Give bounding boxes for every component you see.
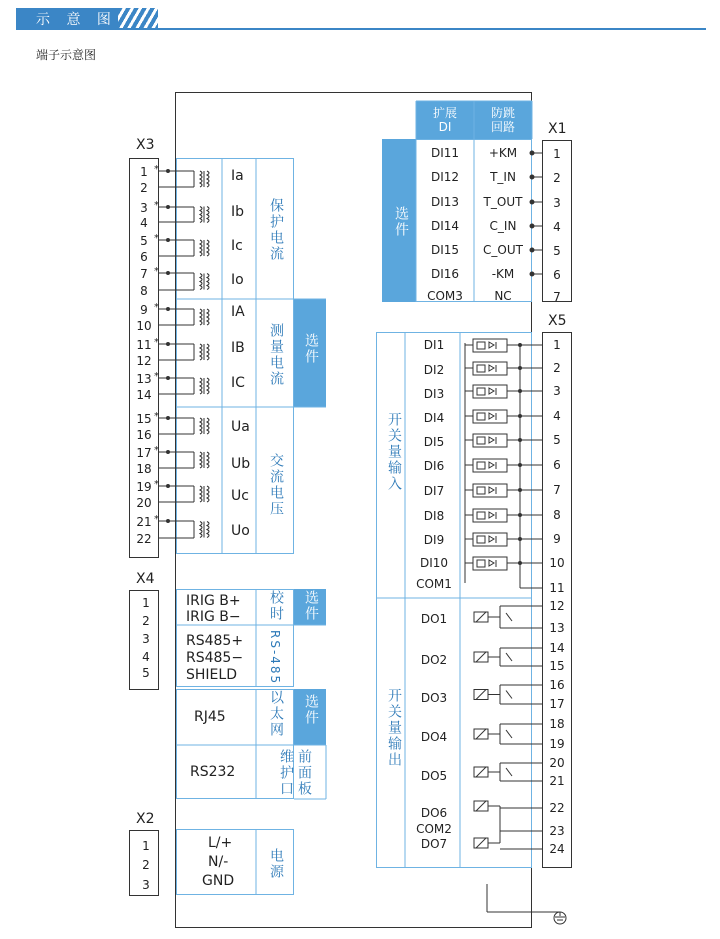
x2-pin-3: 3 [142,878,150,892]
x2-label: X2 [136,811,155,827]
x5-output-DO5: DO5 [420,769,448,783]
x1-pin-3: 3 [553,196,561,210]
x3-polarity-mark-19: * [154,479,159,490]
x3-polarity-mark-15: * [154,411,159,422]
power-gnd: GND [202,873,235,889]
x1-trip-NC: NC [494,289,512,303]
ethernet-label: 以太网 [268,690,284,738]
power-l: L/+ [208,835,233,851]
output-group-label: 开关量输出 [386,688,402,768]
x5-pin-6: 6 [553,458,561,472]
x3-signal-Ia: Ia [231,168,244,184]
x3-pin-17: 17 [136,446,152,460]
x3-polarity-mark-11: * [154,337,159,348]
irig-plus: IRIG B+ [186,593,241,609]
x1-pin-2: 2 [553,171,561,185]
x3-pin-16: 16 [136,428,152,442]
x2-pin-2: 2 [142,858,150,872]
power-group-label: 电源 [268,848,284,880]
x5-pin-1: 1 [553,338,561,352]
rs485-group-label: RS-485 [268,630,282,686]
x3-signal-Ua: Ua [231,419,250,435]
x5-pin-8: 8 [553,508,561,522]
x4-pin-2: 2 [142,614,150,628]
page-subtitle: 端子示意图 [36,48,97,62]
x5-output-COM2: COM2 [416,822,452,836]
x5-pin-14: 14 [549,641,565,655]
x1-di-DI14: DI14 [430,219,460,233]
x3-signal-Uo: Uo [231,523,250,539]
x5-label: X5 [548,313,567,329]
x1-pin-5: 5 [553,244,561,258]
x3-pin-1: 1 [140,165,148,179]
x3-signal-Ic: Ic [231,238,243,254]
x5-input-DI10: DI10 [419,556,449,570]
input-group-label: 开关量输入 [386,412,402,492]
x1-di-DI15: DI15 [430,243,460,257]
timing-label: 校时 [268,590,284,622]
x3-pin-20: 20 [136,496,152,510]
x5-input-DI1: DI1 [423,338,445,352]
x5-input-DI5: DI5 [423,435,445,449]
x1-trip-+KM: +KM [488,146,518,160]
x3-signal-IC: IC [231,375,245,391]
x3-pin-11: 11 [136,338,152,352]
x5-pin-13: 13 [549,621,565,635]
ethernet-option-label: 选件 [303,694,319,726]
x1-di-DI12: DI12 [430,170,460,184]
x3-pin-21: 21 [136,515,152,529]
x3-pin-13: 13 [136,372,152,386]
x3-signal-Ub: Ub [231,456,251,472]
x5-pin-16: 16 [549,678,565,692]
x3-pin-2: 2 [140,181,148,195]
x5-pin-9: 9 [553,532,561,546]
x1-trip--KM: -KM [491,267,515,281]
x3-group-protection: 保护电流 [268,198,284,262]
x5-pin-5: 5 [553,433,561,447]
power-n: N/- [208,854,229,870]
x3-pin-15: 15 [136,412,152,426]
rs232-label: RS232 [190,764,236,780]
x3-pin-7: 7 [140,267,148,281]
x1-di-DI16: DI16 [430,267,460,281]
x5-input-DI7: DI7 [423,484,445,498]
x3-polarity-mark-1: * [154,164,159,175]
x3-option-label: 选件 [303,333,319,365]
x1-di-DI13: DI13 [430,195,460,209]
x3-polarity-mark-5: * [154,233,159,244]
x1-trip-C_OUT: C_OUT [483,243,523,257]
x3-signal-Ib: Ib [231,204,245,220]
x3-polarity-mark-9: * [154,302,159,313]
x3-polarity-mark-13: * [154,371,159,382]
page-title: 示 意 图 [36,12,117,28]
x3-polarity-mark-21: * [154,514,159,525]
x5-output-DO1: DO1 [420,612,448,626]
x3-polarity-mark-7: * [154,266,159,277]
x3-polarity-mark-17: * [154,445,159,456]
x5-pin-17: 17 [549,697,565,711]
x3-pin-22: 22 [136,532,152,546]
x5-output-DO6: DO6 [420,806,448,820]
x5-output-DO2: DO2 [420,653,448,667]
x3-group-voltage: 交流电压 [268,453,284,517]
x5-pin-12: 12 [549,599,565,613]
x5-input-DI8: DI8 [423,509,445,523]
x5-output-DO4: DO4 [420,730,448,744]
x4-pin-3: 3 [142,632,150,646]
irig-minus: IRIG B− [186,609,241,625]
x5-output-DO3: DO3 [420,691,448,705]
x4-pin-4: 4 [142,650,150,664]
x5-pin-20: 20 [549,756,565,770]
x1-di-DI11: DI11 [430,146,460,160]
x3-pin-4: 4 [140,216,148,230]
x5-pin-7: 7 [553,483,561,497]
x5-input-DI4: DI4 [423,411,445,425]
x3-signal-IB: IB [231,340,245,356]
front-panel-label: 前面板 [296,749,312,797]
x4-pin-5: 5 [142,666,150,680]
x3-pin-8: 8 [140,284,148,298]
x3-pin-18: 18 [136,462,152,476]
x4-pin-1: 1 [142,596,150,610]
x1-pin-4: 4 [553,220,561,234]
x5-pin-4: 4 [553,409,561,423]
x5-pin-19: 19 [549,737,565,751]
x1-pin-6: 6 [553,268,561,282]
x3-pin-6: 6 [140,250,148,264]
x1-di-COM3: COM3 [427,289,463,303]
x1-pin-1: 1 [553,147,561,161]
x1-option-label: 选件 [393,206,409,238]
x3-pin-3: 3 [140,201,148,215]
x5-input-DI6: DI6 [423,459,445,473]
timing-option-label: 选件 [303,590,319,622]
x1-label: X1 [548,121,567,137]
x3-pin-14: 14 [136,388,152,402]
x5-pin-2: 2 [553,361,561,375]
x3-signal-Io: Io [231,272,244,288]
x1-trip-T_OUT: T_OUT [483,195,523,209]
maint-port-label: 维护口 [278,749,294,797]
x1-header-di: 扩展DI [432,106,457,134]
x5-pin-10: 10 [549,556,565,570]
x1-trip-C_IN: C_IN [489,219,517,233]
x3-pin-10: 10 [136,319,152,333]
rj45-label: RJ45 [194,709,226,725]
x3-polarity-mark-3: * [154,200,159,211]
rs485-shield: SHIELD [186,667,237,683]
x1-trip-T_IN: T_IN [490,170,516,184]
x5-pin-15: 15 [549,659,565,673]
x3-group-measure: 测量电流 [268,323,284,387]
x5-output-DO7: DO7 [420,837,448,851]
x3-pin-9: 9 [140,303,148,317]
x4-label: X4 [136,571,155,587]
x5-input-DI3: DI3 [423,387,445,401]
x5-pin-21: 21 [549,774,565,788]
x3-pin-12: 12 [136,354,152,368]
x3-pin-5: 5 [140,234,148,248]
ground-symbol [487,884,566,924]
x5-pin-18: 18 [549,717,565,731]
x5-input-DI2: DI2 [423,363,445,377]
rs485-minus: RS485− [186,650,244,666]
x5-pin-22: 22 [549,801,565,815]
x3-signal-IA: IA [231,304,245,320]
x5-pin-3: 3 [553,384,561,398]
x2-pin-1: 1 [142,839,150,853]
x5-input-COM1: COM1 [416,577,452,591]
x1-header-trip: 防跳回路 [490,106,515,134]
x1-pin-7: 7 [553,290,561,304]
x5-input-DI9: DI9 [423,533,445,547]
rs485-plus: RS485+ [186,633,244,649]
x3-signal-Uc: Uc [231,488,249,504]
x5-pin-11: 11 [549,581,565,595]
x3-label: X3 [136,137,155,153]
x3-pin-19: 19 [136,480,152,494]
x5-pin-24: 24 [549,842,565,856]
x5-pin-23: 23 [549,824,565,838]
